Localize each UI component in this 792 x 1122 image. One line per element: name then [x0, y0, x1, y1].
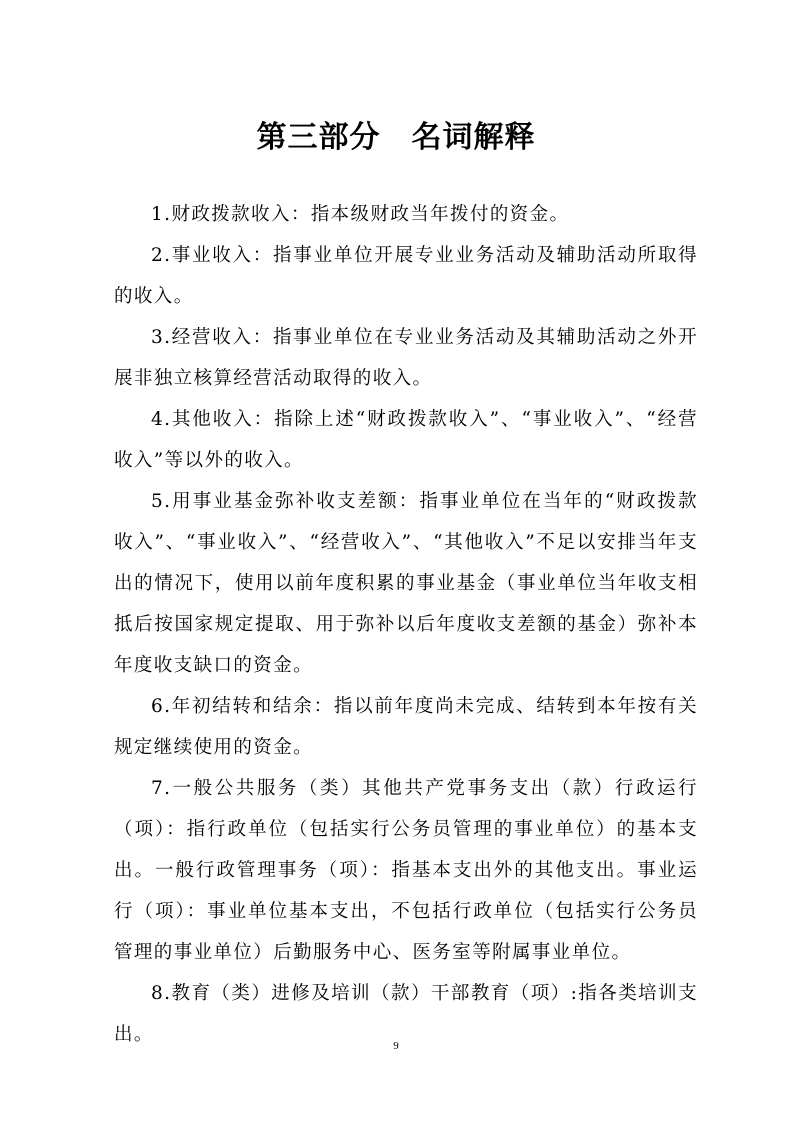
- definition-item-1: 1.财政拨款收入：指本级财政当年拨付的资金。: [151, 204, 570, 225]
- definition-item-7: 7.一般公共服务（类）其他共产党事务支出（款）行政运行（项）：指行政单位（包括实行公务员管理的事业单位）的基本支出。一般行政管理事务（项）：指基本支出外的其他支出。事业运行（项）：事业单位基本支出，不包括行政单位（包括实行公务员管理的事业单位）后勤服务中心、医务室等附属事业单位。: [114, 778, 698, 963]
- definition-item-8: 8.教育（类）进修及培训（款）干部教育（项）:指各类培训支出。: [114, 983, 698, 1045]
- definition-item-3: 3.经营收入：指事业单位在专业业务活动及其辅助活动之外开展非独立核算经营活动取得的收入。: [114, 327, 698, 389]
- definitions-body: [114, 194, 698, 1055]
- page-title: 第三部分 名词解释: [256, 120, 536, 155]
- definition-item-2: 2.事业收入：指事业单位开展专业业务活动及辅助活动所取得的收入。: [114, 245, 698, 307]
- definition-item-4: 4.其他收入：指除上述“财政拨款收入”、“事业收入”、“经营收入”等以外的收入。: [114, 409, 698, 471]
- page-number: 9: [393, 1040, 399, 1052]
- definition-item-5: 5.用事业基金弥补收支差额：指事业单位在当年的“财政拨款收入”、“事业收入”、“经营收入”、“其他收入”不足以安排当年支出的情况下，使用以前年度积累的事业基金（事业单位当年收支相抵后按国家规定提取、用于弥补以后年度收支差额的基金）弥补本年度收支缺口的资金。: [114, 491, 698, 676]
- definition-item-6: 6.年初结转和结余：指以前年度尚未完成、结转到本年按有关规定继续使用的资金。: [114, 696, 698, 758]
